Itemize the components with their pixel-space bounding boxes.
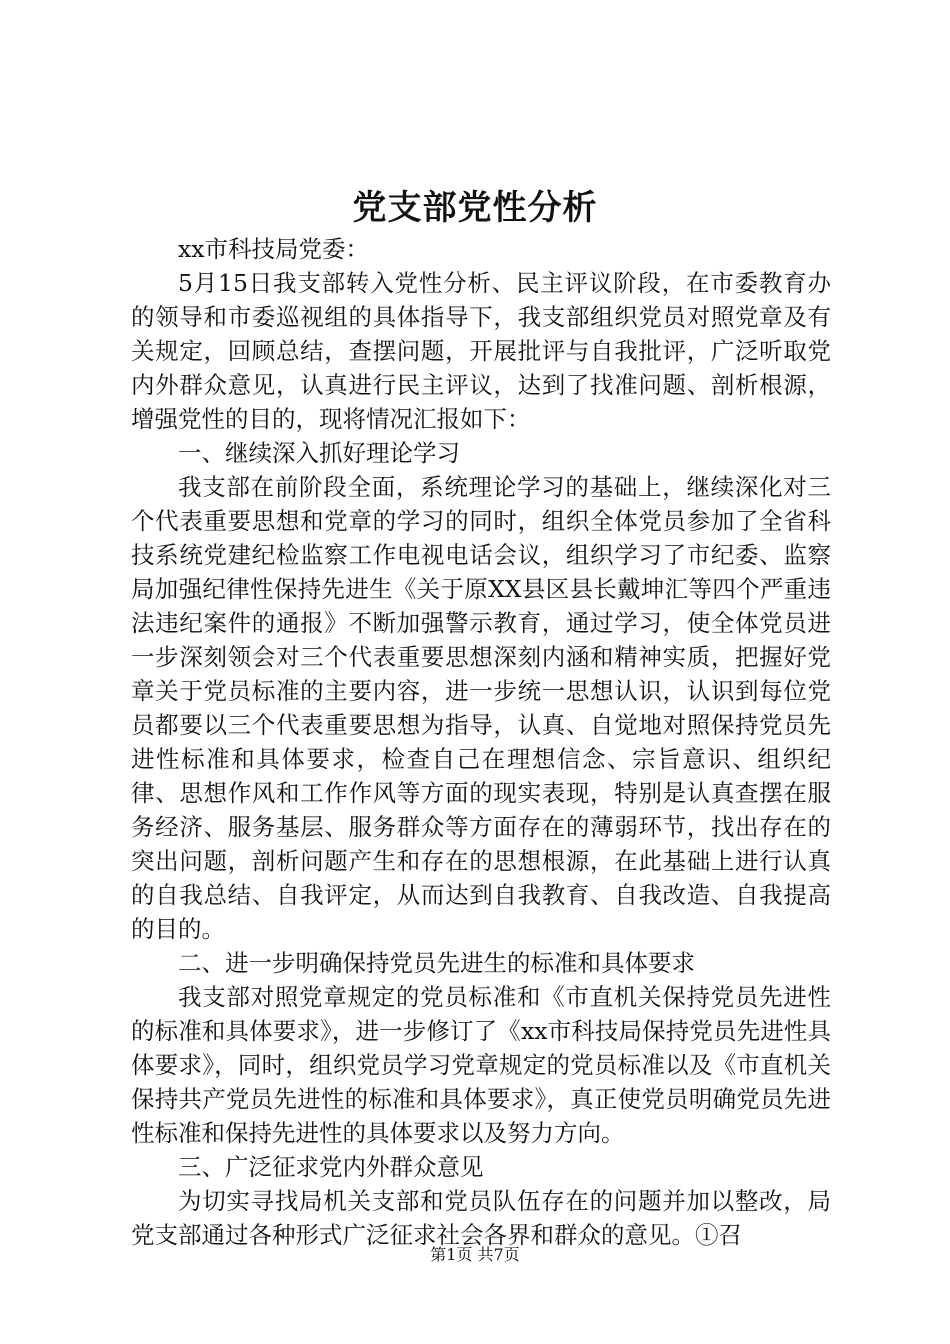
page-footer: 第1页 共7页	[430, 1245, 520, 1264]
section-heading-2: 二、进一步明确保持党员先进生的标准和具体要求	[178, 949, 695, 977]
section-heading-1: 一、继续深入抓好理论学习	[178, 439, 460, 467]
paragraph-section-3: 为切实寻找局机关支部和党员队伍存在的问题并加以整改，局党支部通过各种形式广泛征求社会各界和群众的意见。①召	[131, 1187, 831, 1249]
document-title: 党支部党性分析	[352, 188, 598, 228]
greeting-line: xx市科技局党委：	[178, 235, 370, 263]
paragraph-section-1: 我支部在前阶段全面，系统理论学习的基础上，继续深化对三个代表重要思想和党章的学习的同时，组织全体党员参加了全省科技系统党建纪检监察工作电视电话会议，组织学习了市纪委、监察局加强纪律性保持先进生《关于原XX县区县长戴坤汇等四个严重违法违纪案件的通报》不断加强警示教育，通过学习，使全体党员进一步深刻领会对三个代表重要思想深刻内涵和精神实质，把握好党章关于党员标准的主要内容，进一步统一思想认识，认识到每位党员都要以三个代表重要思想为指导，认真、自觉地对照保持党员先进性标准和具体要求，检查自己在理想信念、宗旨意识、组织纪律、思想作风和工作作风等方面的现实表现，特别是认真查摆在服务经济、服务基层、服务群众等方面存在的薄弱环节，找出存在的突出问题，剖析问题产生和存在的思想根源，在此基础上进行认真的自我总结、自我评定，从而达到自我教育、自我改造、自我提高的目的。	[131, 473, 831, 943]
paragraph-section-2: 我支部对照党章规定的党员标准和《市直机关保持党员先进性的标准和具体要求》，进一步修订了《xx市科技局保持党员先进性具体要求》，同时，组织党员学习党章规定的党员标准以及《市直机关保持共产党员先进性的标准和具体要求》，真正使党员明确党员先进性标准和保持先进性的具体要求以及努力方向。	[131, 983, 831, 1147]
document-body	[131, 232, 831, 1252]
section-heading-3: 三、广泛征求党内外群众意见	[178, 1153, 484, 1181]
paragraph-intro: 5月15日我支部转入党性分析、民主评议阶段，在市委教育办的领导和市委巡视组的具体指导下，我支部组织党员对照党章及有关规定，回顾总结，查摆问题，开展批评与自我批评，广泛听取党内外群众意见，认真进行民主评议，达到了找准问题、剖析根源，增强党性的目的，现将情况汇报如下：	[131, 269, 831, 433]
